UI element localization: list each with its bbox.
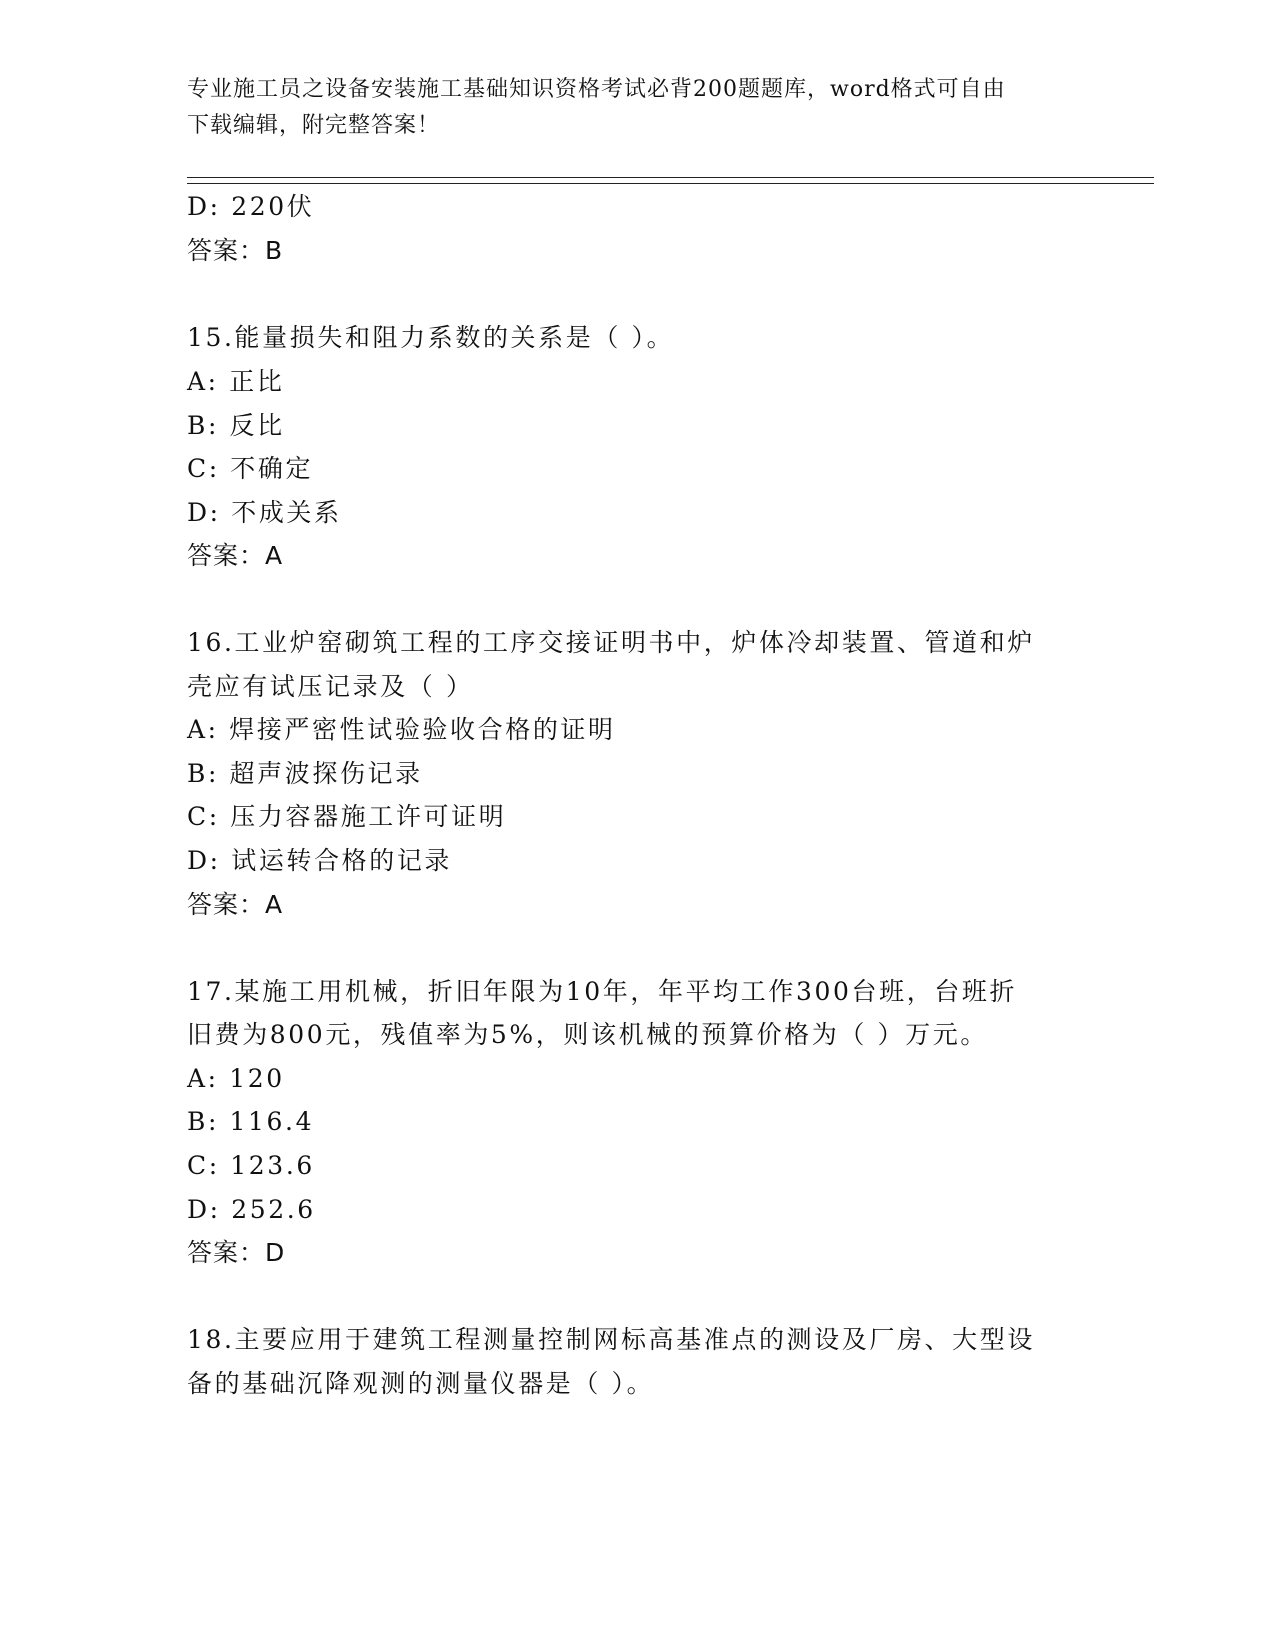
q15-option-d: D: 不成关系 (187, 498, 342, 527)
q16-answer: 答案：A (187, 890, 284, 919)
q18-stem-line-1: 18.主要应用于建筑工程测量控制网标高基准点的测设及厂房、大型设 (187, 1325, 1035, 1354)
q18-stem-line-2: 备的基础沉降观测的测量仪器是（ ）。 (187, 1369, 655, 1398)
header-divider-top (187, 177, 1154, 178)
q16-option-c: C: 压力容器施工许可证明 (187, 802, 507, 831)
header-line-1: 专业施工员之设备安装施工基础知识资格考试必背200题题库，word格式可自由 (187, 77, 1006, 102)
q15-stem: 15.能量损失和阻力系数的关系是（ ）。 (187, 323, 675, 352)
q17-option-d: D: 252.6 (187, 1195, 316, 1224)
prev-option-d: D: 220伏 (187, 192, 315, 221)
q15-answer: 答案：A (187, 541, 284, 570)
q17-answer: 答案：D (187, 1238, 286, 1267)
q17-option-b: B: 116.4 (187, 1107, 315, 1136)
q17-stem-line-1: 17.某施工用机械，折旧年限为10年，年平均工作300台班，台班折 (187, 977, 1018, 1006)
q16-option-d: D: 试运转合格的记录 (187, 846, 453, 875)
document-header (187, 72, 1067, 144)
q15-option-b: B: 反比 (187, 411, 285, 440)
q17-stem-line-2: 旧费为800元，残值率为5%，则该机械的预算价格为（ ）万元。 (187, 1020, 988, 1049)
q16-stem-line-1: 16.工业炉窑砌筑工程的工序交接证明书中，炉体冷却装置、管道和炉 (187, 628, 1035, 657)
q17-option-c: C: 123.6 (187, 1151, 315, 1180)
q16-option-b: B: 超声波探伤记录 (187, 759, 423, 788)
q17-option-a: A: 120 (187, 1064, 285, 1093)
q16-stem-line-2: 壳应有试压记录及（ ） (187, 672, 474, 701)
header-line-2: 下载编辑，附完整答案！ (187, 113, 441, 138)
q15-option-c: C: 不确定 (187, 454, 314, 483)
prev-answer: 答案：B (187, 236, 284, 265)
q16-option-a: A: 焊接严密性试验验收合格的证明 (187, 715, 616, 744)
q15-option-a: A: 正比 (187, 367, 285, 396)
header-divider-bottom (187, 183, 1154, 184)
